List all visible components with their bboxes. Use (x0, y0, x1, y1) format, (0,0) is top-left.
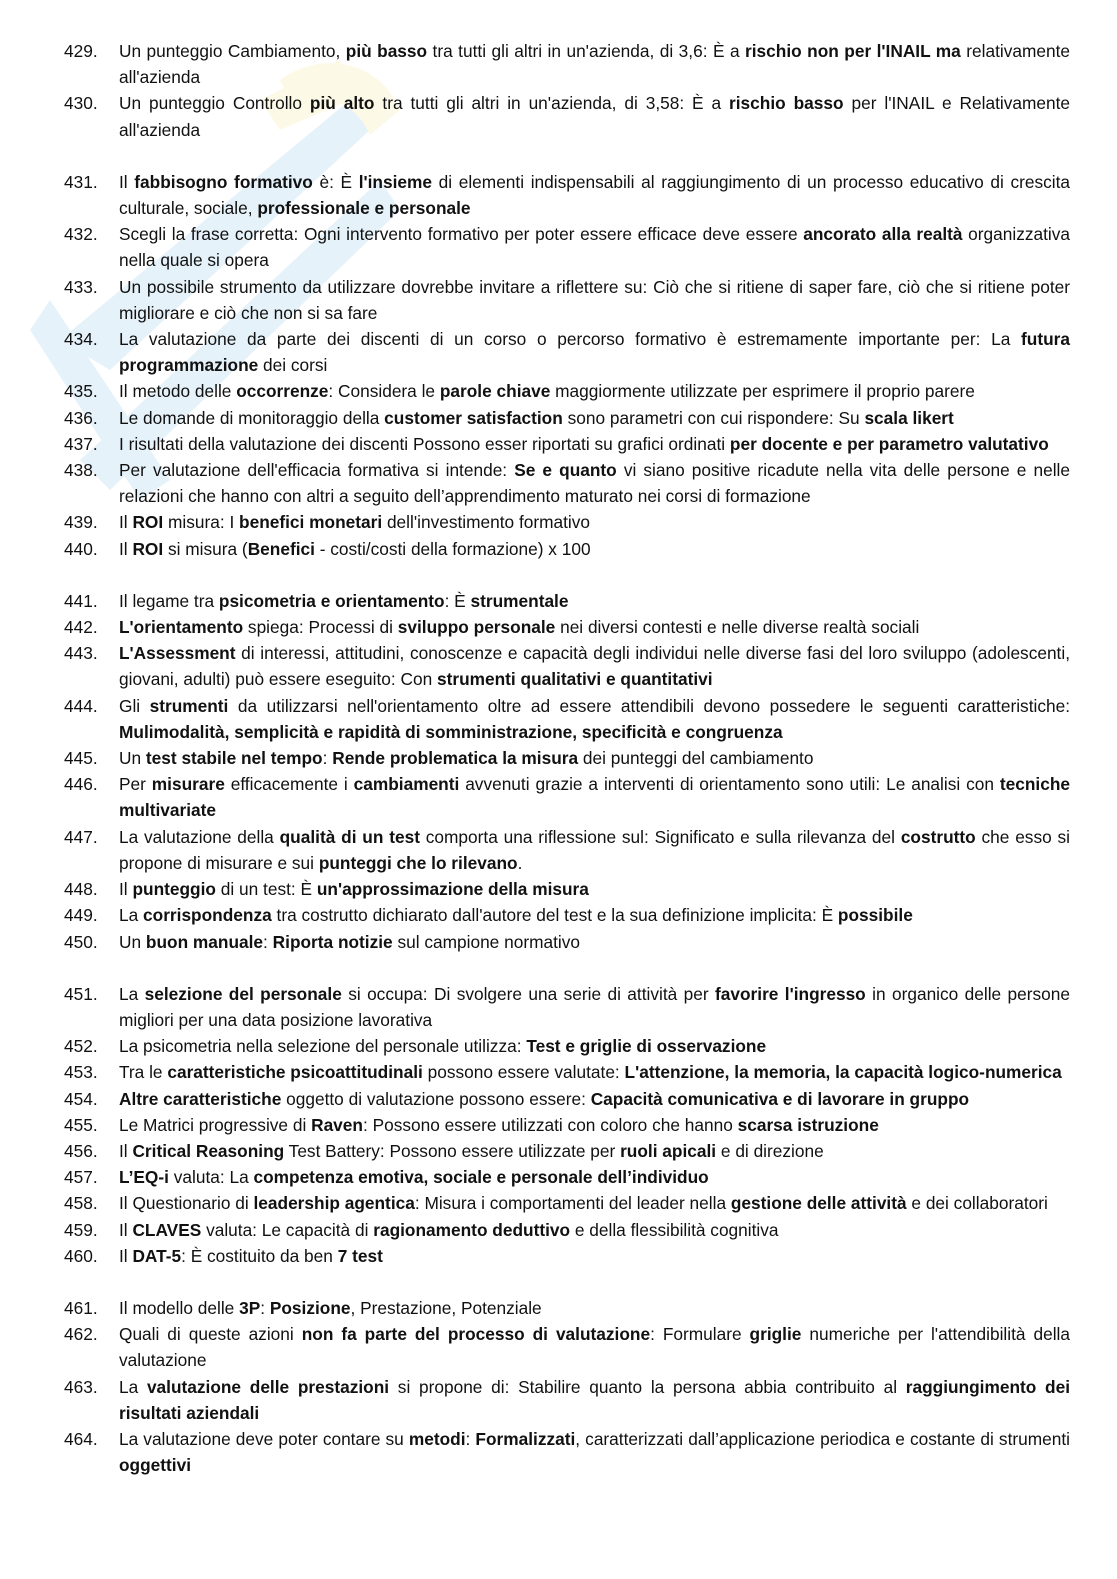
bold-segment: punteggio (132, 879, 216, 900)
text-segment: Il (119, 171, 135, 192)
bold-segment: più basso (345, 41, 428, 61)
item-text (119, 1426, 1070, 1478)
bold-segment: scarsa istruzione (737, 1114, 879, 1135)
bold-segment: Altre caratteristiche (119, 1088, 282, 1109)
group-spacer (64, 143, 1070, 169)
text-segment: possono essere valutate: (422, 1062, 625, 1083)
text-segment: Il legame tra (119, 590, 219, 611)
bold-segment: occorrenze (236, 381, 329, 402)
text-segment: : Considera le (328, 381, 440, 402)
text-segment: : (263, 931, 273, 952)
item-number: 453. (64, 1062, 98, 1083)
bold-segment: L’EQ-i (119, 1167, 169, 1188)
list-item (64, 169, 1070, 221)
text-segment: : (260, 1297, 270, 1318)
text-segment: spiega: Processi di (243, 617, 398, 638)
bold-segment: Capacità comunicativa e di lavorare in gruppo (590, 1088, 970, 1109)
bold-segment: buon manuale (145, 931, 264, 952)
item-text (119, 38, 1070, 90)
list-item (64, 640, 1070, 692)
item-text (119, 1295, 1070, 1321)
text-segment: oggetto di valutazione possono essere: (281, 1088, 591, 1109)
text-segment: tra tutti gli altri in un'azienda, di 3,58: È a (374, 93, 730, 114)
bold-segment: possibile (837, 905, 913, 926)
item-number: 445. (64, 748, 98, 769)
text-segment: vi siano positive ricadute nella vita delle persone e nelle relazioni che hanno con altri a seguito dell’apprendimento maturato nei corsi di formazione (119, 460, 1071, 507)
bold-segment: Rende problematica la misura (332, 748, 579, 769)
bold-segment: ancorato alla realtà (803, 224, 963, 245)
list-item (64, 1374, 1070, 1426)
bold-segment: più alto (309, 93, 375, 114)
item-text (119, 902, 1070, 928)
list-item (64, 588, 1070, 614)
text-segment: Il (119, 512, 133, 533)
text-segment: comporta una riflessione sul: Significato e sulla rilevanza del (419, 826, 901, 847)
item-number: 431. (64, 171, 98, 192)
bold-segment: L'orientamento (119, 617, 244, 638)
text-segment: Un possibile strumento da utilizzare dovrebbe invitare a riflettere su: Ciò che si ritiene di saper fare, ciò che si ritiene poter migliorare e ciò che non si sa fare (119, 276, 1070, 323)
bold-segment: punteggi che lo rilevano (318, 852, 518, 873)
list-item (64, 745, 1070, 771)
list-item (64, 1217, 1070, 1243)
text-segment: Il (119, 1140, 133, 1161)
text-segment: sono parametri con cui rispondere: Su (562, 407, 865, 428)
text-segment: : È costituito da ben (181, 1245, 338, 1266)
item-number: 429. (64, 41, 98, 61)
list-item (64, 1086, 1070, 1112)
text-segment: Un punteggio Cambiamento, (119, 41, 346, 61)
item-text (119, 536, 1070, 562)
list-item (64, 902, 1070, 928)
item-number: 446. (64, 774, 98, 795)
bold-segment: professionale e personale (257, 198, 471, 219)
item-number: 455. (64, 1114, 98, 1135)
bold-segment: L'Assessment (119, 643, 236, 664)
list-item (64, 221, 1070, 273)
item-text (119, 614, 1070, 640)
item-text (119, 1138, 1070, 1164)
bold-segment: ragionamento deduttivo (373, 1219, 571, 1240)
item-text (119, 640, 1070, 692)
item-text (119, 378, 1070, 404)
text-segment: da utilizzarsi nell'orientamento oltre ad essere attendibili devono possedere le seguenti caratteristiche: (228, 695, 1070, 716)
text-segment: La (119, 1376, 147, 1397)
bold-segment: sviluppo personale (397, 617, 556, 638)
item-number: 443. (64, 643, 98, 664)
text-segment: La valutazione della (119, 826, 280, 847)
bold-segment: Mulimodalità, semplicità e rapidità di somministrazione, specificità e congruenza (119, 721, 783, 742)
text-segment: si misura ( (163, 538, 248, 559)
text-segment: I risultati della valutazione dei discenti Possono esser riportati su grafici ordinati (119, 433, 730, 454)
bold-segment: griglie (749, 1324, 802, 1345)
item-text (119, 588, 1070, 614)
bold-segment: strumenti qualitativi e quantitativi (436, 669, 713, 690)
text-segment: tra costrutto dichiarato dall'autore del test e la sua definizione implicita: È (271, 905, 838, 926)
item-number: 438. (64, 460, 98, 481)
list-item (64, 38, 1070, 90)
bold-segment: competenza emotiva, sociale e personale dell’individuo (253, 1167, 709, 1188)
list-item (64, 824, 1070, 876)
bold-segment: Critical Reasoning (132, 1140, 285, 1161)
item-text (119, 1321, 1070, 1373)
list-item (64, 1295, 1070, 1321)
text-segment: misura: I (163, 512, 240, 533)
text-segment: Il (119, 538, 133, 559)
text-segment: di un test: È (215, 879, 317, 900)
text-segment: organizzativa nella quale si opera (119, 224, 1070, 271)
list-item (64, 771, 1070, 823)
bold-segment: raggiungimento dei risultati aziendali (119, 1376, 1070, 1423)
bold-segment: test stabile nel tempo (145, 748, 323, 769)
text-segment: Il metodo delle (119, 381, 237, 402)
item-number: 462. (64, 1324, 98, 1345)
bold-segment: caratteristiche psicoattitudinali (167, 1062, 423, 1083)
bold-segment: 7 test (337, 1245, 383, 1266)
list-item (64, 326, 1070, 378)
text-segment: dell'investimento formativo (382, 512, 591, 533)
bold-segment: Formalizzati (475, 1428, 576, 1449)
item-text (119, 693, 1070, 745)
list-item (64, 1190, 1070, 1216)
text-segment: si propone di: Stabilire quanto la persona abbia contribuito al (389, 1376, 906, 1397)
bold-segment: rischio non per l'INAIL ma (745, 41, 961, 61)
bold-segment: misurare (151, 774, 225, 795)
bold-segment: psicometria e orientamento (218, 590, 445, 611)
item-text (119, 1033, 1070, 1059)
item-number: 440. (64, 538, 98, 559)
item-number: 449. (64, 905, 98, 926)
text-segment: : È (444, 590, 471, 611)
bold-segment: DAT-5 (132, 1245, 182, 1266)
text-segment: nei diversi contesti e nelle diverse realtà sociali (555, 617, 920, 638)
bold-segment: Raven (311, 1114, 363, 1135)
list-item (64, 90, 1070, 142)
text-segment: Il (119, 1245, 133, 1266)
bold-segment: gestione delle attività (730, 1193, 907, 1214)
text-segment: : Possono essere utilizzati con coloro che hanno (362, 1114, 738, 1135)
text-segment: Gli (119, 695, 150, 716)
list-item (64, 1243, 1070, 1269)
item-number: 430. (64, 93, 98, 114)
text-segment: Il Questionario di (119, 1193, 254, 1214)
text-segment: sul campione normativo (392, 931, 580, 952)
item-text (119, 1086, 1070, 1112)
item-number: 456. (64, 1140, 98, 1161)
item-text (119, 1190, 1070, 1216)
text-segment: per l'INAIL e Relativamente all'azienda (119, 93, 1070, 140)
text-segment: Il (119, 879, 133, 900)
text-segment: - costi/costi della formazione) x 100 (314, 538, 591, 559)
text-segment: , caratterizzati dall’applicazione periodica e costante di strumenti (575, 1428, 1070, 1449)
item-number: 435. (64, 381, 98, 402)
item-number: 451. (64, 983, 98, 1004)
list-item (64, 1059, 1070, 1085)
text-segment: che esso si propone di misurare e sui (119, 826, 1070, 873)
bold-segment: parole chiave (439, 381, 551, 402)
text-segment: Tra le (119, 1062, 168, 1083)
bold-segment: corrispondenza (143, 905, 272, 926)
list-item (64, 876, 1070, 902)
item-text (119, 771, 1070, 823)
item-text (119, 405, 1070, 431)
text-segment: . (517, 852, 523, 873)
bold-segment: leadership agentica (253, 1193, 415, 1214)
bold-segment: tecniche multivariate (119, 774, 1070, 821)
item-number: 436. (64, 407, 98, 428)
bold-segment: costrutto (900, 826, 976, 847)
text-segment: La valutazione da parte dei discenti di un corso o percorso formativo è estremamente importante per: La (119, 329, 1022, 350)
text-segment: efficacemente i (224, 774, 354, 795)
text-segment: Un (119, 931, 146, 952)
list-item (64, 693, 1070, 745)
bold-segment: oggettivi (119, 1455, 192, 1476)
list-item (64, 1033, 1070, 1059)
item-text (119, 1112, 1070, 1138)
item-number: 463. (64, 1376, 98, 1397)
list-item (64, 431, 1070, 457)
text-segment: relativamente all'azienda (119, 41, 1070, 88)
bold-segment: valutazione delle prestazioni (146, 1376, 390, 1397)
item-number: 454. (64, 1088, 98, 1109)
group-spacer (64, 955, 1070, 981)
item-number: 442. (64, 617, 98, 638)
bold-segment: non fa parte del processo di valutazione (301, 1324, 651, 1345)
bold-segment: futura programmazione (119, 329, 1070, 376)
item-number: 439. (64, 512, 98, 533)
bold-segment: CLAVES (132, 1219, 202, 1240)
list-item (64, 981, 1070, 1033)
bold-segment: ROI (132, 538, 164, 559)
bold-segment: qualità di un test (279, 826, 420, 847)
item-number: 458. (64, 1193, 98, 1214)
text-segment: in organico delle persone migliori per una data posizione lavorativa (119, 983, 1071, 1030)
bold-segment: customer satisfaction (384, 407, 563, 428)
text-segment: : (465, 1428, 476, 1449)
text-segment: La (119, 905, 144, 926)
text-segment: : Formulare (650, 1324, 750, 1345)
item-number: 434. (64, 329, 98, 350)
item-text (119, 169, 1070, 221)
item-text (119, 1059, 1070, 1085)
bold-segment: L'attenzione, la memoria, la capacità logico-numerica (624, 1062, 1062, 1083)
bold-segment: ROI (132, 512, 164, 533)
list-item (64, 1112, 1070, 1138)
text-segment: Per valutazione dell'efficacia formativa si intende: (119, 460, 515, 481)
bold-segment: Benefici (247, 538, 315, 559)
text-segment: avvenuti grazie a interventi di orientamento sono utili: Le analisi con (459, 774, 1000, 795)
bold-segment: favorire l'ingresso (715, 983, 866, 1004)
text-segment: dei corsi (258, 355, 328, 376)
list-item (64, 1164, 1070, 1190)
item-text (119, 457, 1070, 509)
item-number: 460. (64, 1245, 98, 1266)
text-segment: e di direzione (716, 1140, 824, 1161)
text-segment: , Prestazione, Potenziale (350, 1297, 542, 1318)
text-segment: Le domande di monitoraggio della (119, 407, 385, 428)
list-item (64, 929, 1070, 955)
text-segment: La psicometria nella selezione del personale utilizza: (119, 1036, 527, 1057)
item-text (119, 1374, 1070, 1426)
list-item (64, 457, 1070, 509)
item-number: 447. (64, 826, 98, 847)
item-text (119, 981, 1070, 1033)
text-segment: Il (119, 1219, 133, 1240)
item-text (119, 1164, 1070, 1190)
text-segment: Test Battery: Possono essere utilizzate per (284, 1140, 621, 1161)
item-text (119, 1217, 1070, 1243)
text-segment: si occupa: Di svolgere una serie di attività per (341, 983, 716, 1004)
group-spacer (64, 1269, 1070, 1295)
text-segment: e della flessibilità cognitiva (570, 1219, 779, 1240)
item-text (119, 274, 1070, 326)
bold-segment: per docente e per parametro valutativo (729, 433, 1049, 454)
text-segment: Un (119, 748, 146, 769)
text-segment: di interessi, attitudini, conoscenze e capacità degli individui nelle diverse fasi del loro sviluppo (adolescenti, giovani, adulti) può essere eseguito: Con (119, 643, 1070, 690)
text-segment: Un punteggio Controllo (119, 93, 310, 114)
list-item (64, 1321, 1070, 1373)
bold-segment: Test e griglie di osservazione (526, 1036, 767, 1057)
text-segment: valuta: Le capacità di (201, 1219, 374, 1240)
bold-segment: 3P (239, 1297, 261, 1318)
item-number: 437. (64, 433, 98, 454)
text-segment: Il modello delle (119, 1297, 240, 1318)
item-text (119, 876, 1070, 902)
bold-segment: ruoli apicali (620, 1140, 717, 1161)
text-segment: è: È (312, 171, 359, 192)
item-number: 441. (64, 590, 98, 611)
bold-segment: rischio basso (729, 93, 844, 114)
bold-segment: un'approssimazione della misura (316, 879, 589, 900)
text-segment: : (322, 748, 333, 769)
item-text (119, 221, 1070, 273)
list-item (64, 536, 1070, 562)
document-page (64, 38, 1070, 1478)
item-number: 432. (64, 224, 98, 245)
bold-segment: strumenti (149, 695, 229, 716)
text-segment: Le Matrici progressive di (119, 1114, 312, 1135)
bold-segment: cambiamenti (353, 774, 460, 795)
item-number: 461. (64, 1297, 98, 1318)
list-item (64, 378, 1070, 404)
text-segment: di elementi indispensabili al raggiungimento di un processo educativo di crescita culturale, sociale, (119, 171, 1070, 219)
text-segment: e dei collaboratori (906, 1193, 1048, 1214)
item-number: 444. (64, 695, 98, 716)
text-segment: La (119, 983, 145, 1004)
item-text (119, 431, 1070, 457)
item-number: 433. (64, 276, 98, 297)
item-text (119, 1243, 1070, 1269)
text-segment: numeriche per l'attendibilità della valutazione (119, 1324, 1071, 1371)
bold-segment: Se e quanto (514, 460, 617, 481)
item-number: 450. (64, 931, 98, 952)
bold-segment: selezione del personale (144, 983, 342, 1004)
text-segment: tra tutti gli altri in un'azienda, di 3,6: È a (427, 41, 746, 61)
list-item (64, 1138, 1070, 1164)
list-item (64, 405, 1070, 431)
bold-segment: metodi (408, 1428, 466, 1449)
list-item (64, 509, 1070, 535)
item-number: 464. (64, 1428, 98, 1449)
text-segment: Per (119, 774, 152, 795)
bold-segment: scala likert (864, 407, 954, 428)
item-text (119, 824, 1070, 876)
bold-segment: fabbisogno formativo (134, 171, 313, 192)
item-text (119, 745, 1070, 771)
text-segment: dei punteggi del cambiamento (578, 748, 814, 769)
item-number: 452. (64, 1036, 98, 1057)
item-text (119, 90, 1070, 142)
text-segment: maggiormente utilizzate per esprimere il proprio parere (550, 381, 975, 402)
item-number: 459. (64, 1219, 98, 1240)
text-segment: valuta: La (168, 1167, 254, 1188)
bold-segment: Riporta notizie (272, 931, 393, 952)
bold-segment: l'insieme (358, 171, 432, 192)
group-spacer (64, 562, 1070, 588)
item-text (119, 509, 1070, 535)
bold-segment: Posizione (269, 1297, 351, 1318)
bold-segment: benefici monetari (239, 512, 383, 533)
text-segment: La valutazione deve poter contare su (119, 1428, 409, 1449)
text-segment: : Misura i comportamenti del leader nella (414, 1193, 731, 1214)
text-segment: Scegli la frase corretta: Ogni intervento formativo per poter essere efficace deve essere (119, 224, 804, 245)
item-text (119, 326, 1070, 378)
item-text (119, 929, 1070, 955)
item-number: 448. (64, 879, 98, 900)
item-number: 457. (64, 1167, 98, 1188)
list-item (64, 1426, 1070, 1478)
text-segment: Quali di queste azioni (119, 1324, 302, 1345)
list-item (64, 274, 1070, 326)
list-item (64, 614, 1070, 640)
bold-segment: strumentale (470, 590, 569, 611)
